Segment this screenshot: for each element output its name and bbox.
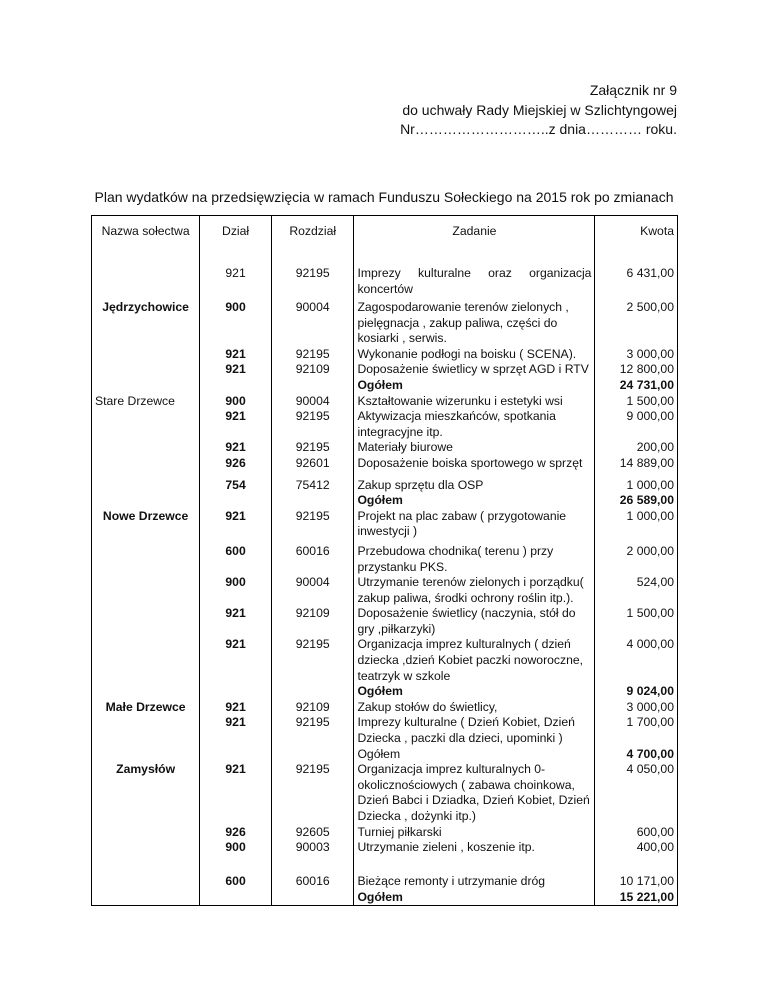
zadanie-text-cont: koncertów (357, 281, 413, 296)
total-label: Ogółem (354, 378, 595, 394)
kwota-value: 600,00 (595, 825, 678, 841)
kwota-value: 400,00 (595, 840, 678, 874)
dzial-value: 921 (200, 700, 272, 716)
table-row (92, 890, 678, 906)
total-value: 24 731,00 (595, 378, 678, 394)
rozdzial-value: 92109 (271, 606, 353, 637)
dzial-value: 900 (200, 394, 272, 410)
dzial-value: 921 (225, 266, 246, 280)
dzial-value: 900 (200, 575, 272, 606)
rozdzial-value: 60016 (271, 874, 353, 890)
table-row (92, 440, 678, 456)
table-row (92, 700, 678, 716)
dzial-cell (200, 260, 272, 300)
zadanie-text: Organizacja imprez kulturalnych ( dzień dziecka ,dzień Kobiet paczki noworoczne, teatrzyk w szkole (354, 637, 595, 684)
kwota-value: 1 000,00 (595, 509, 678, 540)
table-row (92, 456, 678, 472)
table-row (92, 260, 678, 300)
dzial-value: 921 (200, 762, 272, 824)
dzial-value: 921 (200, 409, 272, 440)
col-header-dzial: Dział (200, 216, 272, 261)
table-row (92, 840, 678, 874)
kwota-value: 12 800,00 (595, 362, 678, 378)
dzial-value: 921 (200, 347, 272, 363)
rozdzial-value: 75412 (271, 472, 353, 494)
zadanie-text: Aktywizacja mieszkańców, spotkania integracyjne itp. (354, 409, 595, 440)
table-row (92, 347, 678, 363)
table-row (92, 762, 678, 824)
zadanie-text: Imprezy kulturalne oraz organizacja (357, 266, 592, 280)
zadanie-text: Wykonanie podłogi na boisku ( SCENA). (354, 347, 595, 363)
dzial-value: 921 (200, 440, 272, 456)
kwota-value: 10 171,00 (595, 874, 678, 890)
dzial-value: 921 (200, 362, 272, 378)
table-row (92, 715, 678, 746)
table-row (92, 472, 678, 494)
kwota-value: 2 000,00 (595, 540, 678, 575)
dzial-value: 600 (200, 540, 272, 575)
zadanie-text: Turniej piłkarski (354, 825, 595, 841)
table-row (92, 606, 678, 637)
dzial-value: 754 (200, 472, 272, 494)
table-row (92, 825, 678, 841)
zadanie-text: Organizacja imprez kulturalnych 0-okolicznościowych ( zabawa choinkowa, Dzień Babci i Dziadka, Dzień Kobiet, Dzień Dziecka , dożynki itp.) (354, 762, 595, 824)
table-row (92, 362, 678, 378)
total-label: Ogółem (354, 493, 595, 509)
village-name: Jędrzychowice (92, 300, 200, 347)
zadanie-text: Projekt na plac zabaw ( przygotowanie inwestycji ) (354, 509, 595, 540)
dzial-value: 926 (200, 456, 272, 472)
col-header-kwota: Kwota (595, 216, 678, 261)
zadanie-text: Materiały biurowe (354, 440, 595, 456)
table-row (92, 540, 678, 575)
rozdzial-value: 92109 (271, 362, 353, 378)
kwota-value: 3 000,00 (595, 347, 678, 363)
village-name: Zamysłów (92, 762, 200, 824)
rozdzial-value: 92195 (271, 715, 353, 746)
zadanie-text: Przebudowa chodnika( terenu ) przy przystanku PKS. (354, 540, 595, 575)
total-label: Ogółem (354, 747, 595, 763)
rozdzial-value: 90004 (271, 575, 353, 606)
zadanie-text: Imprezy kulturalne ( Dzień Kobiet, Dzień Dziecka , paczki dla dzieci, upominki ) (354, 715, 595, 746)
page-title: Plan wydatków na przedsięwzięcia w ramach Funduszu Sołeckiego na 2015 rok po zmianach (94, 189, 674, 205)
table-row (92, 747, 678, 763)
zadanie-text: Zakup sprzętu dla OSP (354, 472, 595, 494)
col-header-name: Nazwa sołectwa (92, 216, 200, 261)
kwota-value: 1 000,00 (595, 472, 678, 494)
kwota-value: 6 431,00 (626, 266, 674, 280)
zadanie-text: Zakup stołów do świetlicy, (354, 700, 595, 716)
resolution-number-date: Nr………………………..z dnia………… roku. (400, 121, 677, 137)
zadanie-text: Doposażenie świetlicy w sprzęt AGD i RTV (354, 362, 595, 378)
kwota-value: 1 700,00 (595, 715, 678, 746)
village-name: Stare Drzewce (92, 394, 200, 410)
zadanie-text: Doposażenie boiska sportowego w sprzęt (354, 456, 595, 472)
zadanie-text: Bieżące remonty i utrzymanie dróg (354, 874, 595, 890)
kwota-value: 2 500,00 (595, 300, 678, 347)
expense-table (91, 215, 678, 906)
village-name: Nowe Drzewce (92, 509, 200, 540)
attachment-number: Załącznik nr 9 (589, 82, 677, 98)
dzial-value: 921 (200, 637, 272, 684)
col-header-rozdzial: Rozdział (271, 216, 353, 261)
table-row (92, 378, 678, 394)
rozdzial-value: 92195 (271, 509, 353, 540)
table-row (92, 409, 678, 440)
kwota-value: 3 000,00 (595, 700, 678, 716)
dzial-value: 921 (200, 509, 272, 540)
table-header-row (92, 216, 678, 261)
rozdzial-value: 92195 (271, 409, 353, 440)
zadanie-text: Doposażenie świetlicy (naczynia, stół do gry ,piłkarzyki) (354, 606, 595, 637)
total-label: Ogółem (354, 684, 595, 700)
kwota-value: 14 889,00 (595, 456, 678, 472)
table-row (92, 300, 678, 347)
rozdzial-value: 92605 (271, 825, 353, 841)
dzial-value: 600 (200, 874, 272, 890)
rozdzial-value: 90003 (271, 840, 353, 874)
rozdzial-value: 92195 (295, 266, 330, 280)
resolution-reference: do uchwały Rady Miejskiej w Szlichtyngowej (402, 102, 677, 118)
kwota-value: 4 000,00 (595, 637, 678, 684)
kwota-value: 1 500,00 (595, 394, 678, 410)
zadanie-text: Utrzymanie terenów zielonych i porządku( zakup paliwa, środki ochrony roślin itp.). (354, 575, 595, 606)
village-name: Małe Drzewce (92, 700, 200, 716)
rozdzial-value: 92109 (271, 700, 353, 716)
rozdzial-value: 92195 (271, 347, 353, 363)
table-row (92, 394, 678, 410)
rozdzial-value: 92195 (271, 637, 353, 684)
rozdzial-value: 90004 (271, 394, 353, 410)
total-value: 15 221,00 (595, 890, 678, 906)
dzial-value: 900 (200, 840, 272, 874)
total-label: Ogółem (354, 890, 595, 906)
table-row (92, 874, 678, 890)
dzial-value: 900 (200, 300, 272, 347)
rozdzial-value: 92195 (271, 440, 353, 456)
col-header-zadanie: Zadanie (354, 216, 595, 261)
zadanie-cell (354, 260, 595, 300)
kwota-cell (595, 260, 678, 300)
table-row (92, 509, 678, 540)
kwota-value: 1 500,00 (595, 606, 678, 637)
rozdzial-value: 92195 (271, 762, 353, 824)
total-value: 9 024,00 (595, 684, 678, 700)
kwota-value: 4 050,00 (595, 762, 678, 824)
table-row (92, 637, 678, 684)
table-row (92, 493, 678, 509)
total-value: 4 700,00 (595, 747, 678, 763)
table-row (92, 684, 678, 700)
total-value: 26 589,00 (595, 493, 678, 509)
table-row (92, 575, 678, 606)
rozdzial-cell (271, 260, 353, 300)
zadanie-text: Zagospodarowanie terenów zielonych , pielęgnacja , zakup paliwa, części do kosiarki , serwis. (354, 300, 595, 347)
rozdzial-value: 60016 (271, 540, 353, 575)
kwota-value: 524,00 (595, 575, 678, 606)
kwota-value: 200,00 (595, 440, 678, 456)
dzial-value: 926 (200, 825, 272, 841)
dzial-value: 921 (200, 715, 272, 746)
rozdzial-value: 92601 (271, 456, 353, 472)
zadanie-text: Utrzymanie zieleni , koszenie itp. (354, 840, 595, 874)
dzial-value: 921 (200, 606, 272, 637)
kwota-value: 9 000,00 (595, 409, 678, 440)
zadanie-text: Kształtowanie wizerunku i estetyki wsi (354, 394, 595, 410)
rozdzial-value: 90004 (271, 300, 353, 347)
village-cell (92, 260, 200, 300)
